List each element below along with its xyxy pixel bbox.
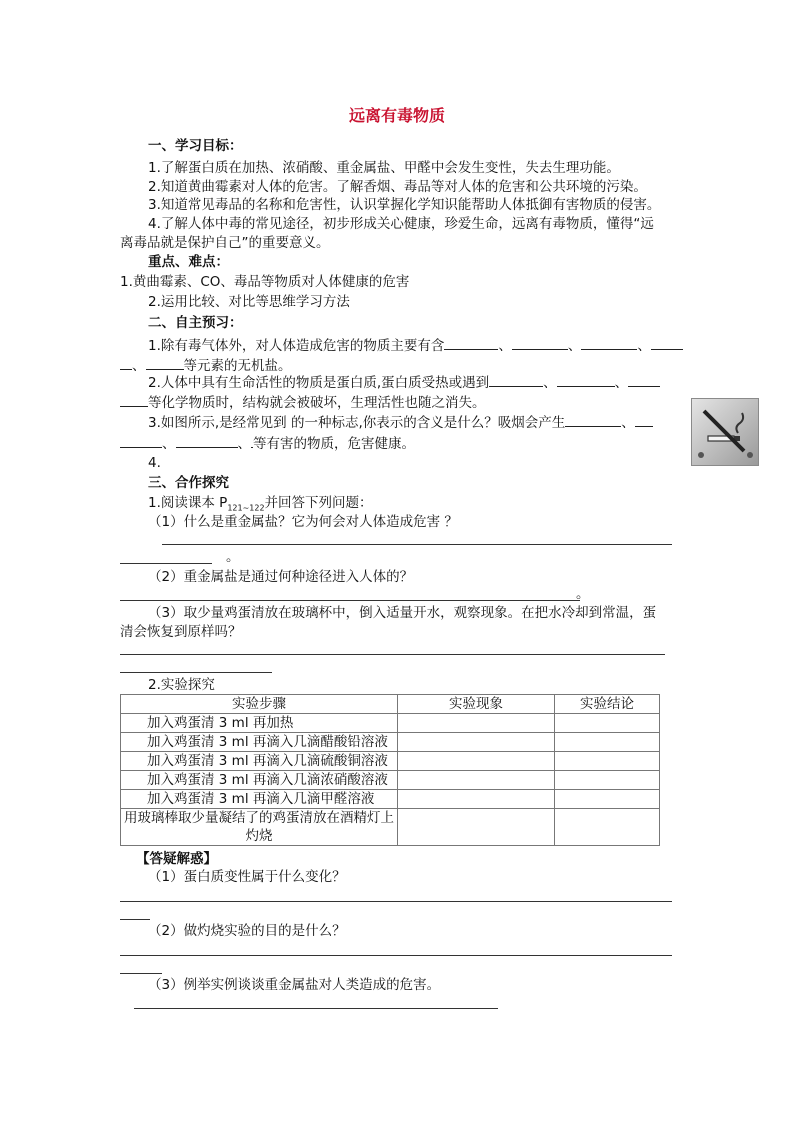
table-row	[121, 809, 660, 846]
period: 。	[576, 586, 590, 602]
goal-2: 2.知道黄曲霉素对人体的危害。了解香烟、毒品等对人体的危害和公共环境的污染。	[148, 179, 647, 195]
qa-q3: （3）例举实例谈谈重金属盐对人类造成的危害。	[148, 977, 441, 993]
conclusion-cell[interactable]	[555, 714, 660, 733]
table-header: 实验步骤	[121, 695, 398, 714]
experiment-table	[120, 694, 660, 846]
reading-pages: 121~122	[227, 503, 265, 513]
no-smoking-sign-icon	[691, 398, 759, 466]
blank[interactable]	[146, 355, 184, 370]
keypoint-2: 2.运用比较、对比等思维学习方法	[148, 294, 350, 310]
experiment-label: 2.实验探究	[148, 677, 215, 693]
preview-q1: 1.除有毒气体外，对人体造成危害的物质主要有含 、 、 、	[148, 335, 683, 356]
blank[interactable]	[628, 372, 660, 387]
blank[interactable]	[565, 412, 621, 427]
conclusion-cell[interactable]	[555, 809, 660, 846]
step-cell: 加入鸡蛋清 3 ml 再滴入几滴浓硝酸溶液	[121, 771, 398, 790]
answer-line[interactable]	[162, 544, 672, 545]
blank[interactable]	[120, 392, 148, 407]
answer-line[interactable]	[120, 654, 665, 655]
table-row	[121, 714, 660, 733]
preview-q3-text: 3.如图所示,是经常见到 的一种标志,你表示的含义是什么？吸烟会产生	[148, 415, 566, 431]
observation-cell[interactable]	[398, 752, 555, 771]
keypoints-heading: 重点、难点：	[148, 254, 229, 270]
blank[interactable]	[557, 372, 615, 387]
answer-line[interactable]	[120, 600, 580, 601]
preview-q3: 3.如图所示,是经常见到 的一种标志,你表示的含义是什么？吸烟会产生 、	[148, 412, 653, 433]
page-title: 远离有毒物质	[348, 106, 445, 125]
blank[interactable]	[120, 355, 132, 370]
conclusion-cell[interactable]	[555, 771, 660, 790]
step-cell: 加入鸡蛋清 3 ml 再滴入几滴甲醛溶液	[121, 790, 398, 809]
period: 。	[226, 549, 240, 565]
reading-prefix: 1.阅读课本 P	[148, 495, 228, 511]
answer-line[interactable]	[120, 563, 212, 564]
conclusion-cell[interactable]	[555, 790, 660, 809]
preview-q4: 4.	[148, 455, 161, 471]
table-row	[121, 752, 660, 771]
step-cell: 加入鸡蛋清 3 ml 再滴入几滴硫酸铜溶液	[121, 752, 398, 771]
section2-heading: 二、自主预习：	[148, 315, 243, 331]
step-cell: 加入鸡蛋清 3 ml 再加热	[121, 714, 398, 733]
qa-q1: （1）蛋白质变性属于什么变化？	[148, 869, 346, 885]
preview-q1-text: 1.除有毒气体外，对人体造成危害的物质主要有含	[148, 338, 445, 354]
preview-q1-tail: 等元素的无机盐。	[183, 358, 292, 374]
explore-q3: （3）取少量鸡蛋清放在玻璃杯中，倒入适量开水，观察现象。在把水冷却到常温，蛋	[148, 605, 657, 621]
blank[interactable]	[176, 433, 238, 448]
goal-4-cont: 离毒品就是保护自己”的重要意义。	[120, 235, 330, 251]
preview-q3-tail: 等有害的物质，危害健康。	[253, 436, 415, 452]
answer-line[interactable]	[120, 901, 672, 902]
keypoint-1: 1.黄曲霉素、CO、毒品等物质对人体健康的危害	[120, 274, 410, 290]
preview-q3-cont: 、 、 等有害的物质，危害健康。	[120, 433, 415, 454]
qa-q2: （2）做灼烧实验的目的是什么？	[148, 923, 346, 939]
answer-line[interactable]	[134, 1008, 498, 1009]
explore-q3-cont: 清会恢复到原样吗？	[120, 624, 242, 640]
blank[interactable]	[581, 335, 637, 350]
conclusion-cell[interactable]	[555, 752, 660, 771]
blank[interactable]	[635, 412, 653, 427]
table-header: 实验现象	[398, 695, 555, 714]
blank[interactable]	[444, 335, 498, 350]
blank[interactable]	[120, 433, 162, 448]
preview-q2-text: 2.人体中具有生命活性的物质是蛋白质,蛋白质受热或遇到	[148, 375, 490, 391]
table-row	[121, 733, 660, 752]
blank[interactable]	[489, 372, 543, 387]
answer-line[interactable]	[120, 973, 162, 974]
observation-cell[interactable]	[398, 790, 555, 809]
explore-q1: （1）什么是重金属盐？它为何会对人体造成危害 ？	[148, 514, 458, 530]
goal-3: 3.知道常见毒品的名称和危害性，认识掌握化学知识能帮助人体抵御有害物质的侵害。	[148, 197, 661, 213]
step-cell: 用玻璃棒取少量凝结了的鸡蛋清放在酒精灯上灼烧	[121, 809, 398, 846]
table-header-row	[121, 695, 660, 714]
preview-q2-cont	[120, 392, 486, 413]
section1-heading: 一、学习目标：	[148, 138, 243, 154]
preview-q2: 2.人体中具有生命活性的物质是蛋白质,蛋白质受热或遇到 、 、	[148, 372, 660, 393]
answer-line[interactable]	[120, 955, 672, 956]
preview-q1-cont: 、 等元素的无机盐。	[120, 355, 292, 376]
answer-line[interactable]	[120, 672, 272, 673]
blank[interactable]	[651, 335, 683, 350]
table-row	[121, 790, 660, 809]
explore-q2: （2）重金属盐是通过何种途径进入人体的？	[148, 569, 414, 585]
reading-suffix: 并回答下列问题：	[264, 495, 373, 511]
observation-cell[interactable]	[398, 809, 555, 846]
section3-heading: 三、合作探究	[148, 475, 229, 491]
answer-line[interactable]	[120, 919, 150, 920]
qa-heading: 【答疑解惑】	[136, 851, 217, 867]
goal-4: 4.了解人体中毒的常见途径，初步形成关心健康，珍爱生命，远离有毒物质，懂得“远	[148, 216, 654, 232]
observation-cell[interactable]	[398, 771, 555, 790]
step-cell: 加入鸡蛋清 3 ml 再滴入几滴醋酸铅溶液	[121, 733, 398, 752]
blank[interactable]	[512, 335, 568, 350]
observation-cell[interactable]	[398, 714, 555, 733]
table-row	[121, 771, 660, 790]
conclusion-cell[interactable]	[555, 733, 660, 752]
preview-q2-tail: 等化学物质时，结构就会被破坏，生理活性也随之消失。	[148, 395, 486, 411]
observation-cell[interactable]	[398, 733, 555, 752]
table-header: 实验结论	[555, 695, 660, 714]
goal-1: 1.了解蛋白质在加热、浓硝酸、重金属盐、甲醛中会发生变性，失去生理功能。	[148, 160, 620, 176]
